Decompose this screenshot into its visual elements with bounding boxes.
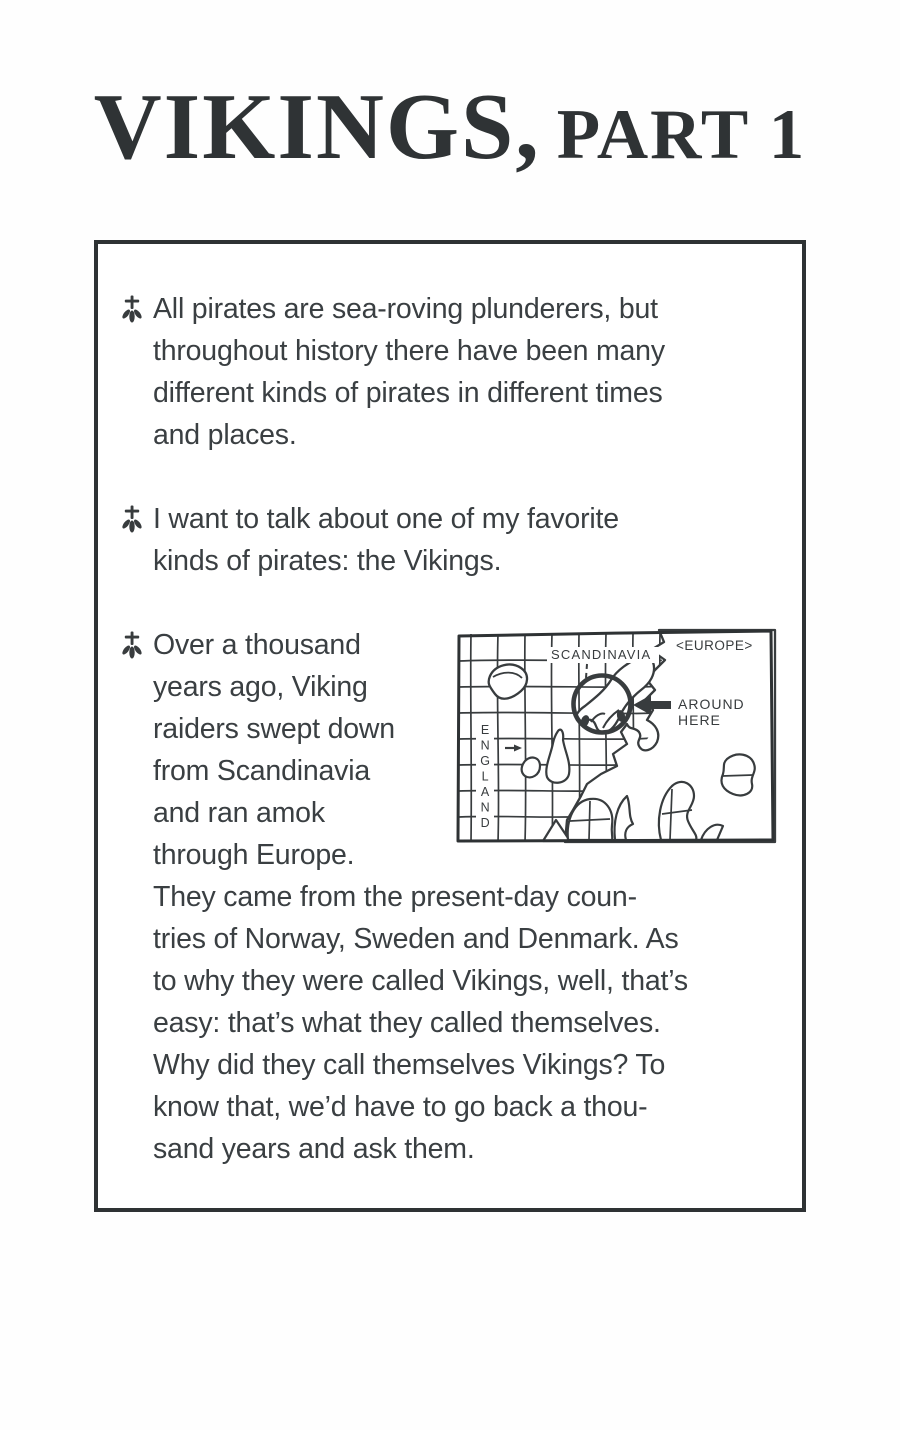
text-line: to why they were called Vikings, well, that’s [153, 965, 688, 997]
svg-text:N: N [480, 800, 490, 815]
british-isles-shapes [522, 730, 570, 783]
cross-fleury-bullet-icon [119, 294, 145, 456]
content-box [94, 240, 806, 1212]
label-leader-line [586, 664, 587, 678]
text-line: and ran amok [153, 797, 325, 829]
text-line: Why did they call themselves Vikings? To [153, 1049, 666, 1081]
svg-text:G: G [480, 754, 490, 768]
text-line: from Scandinavia [153, 755, 370, 787]
map-label-scandinavia: SCANDINAVIA [551, 647, 652, 662]
map-label-around-here-line1: AROUND [678, 696, 745, 712]
text-line: throughout history there have been many [153, 335, 665, 367]
map-label-europe: <EUROPE> [676, 638, 753, 653]
text-line: know that, we’d have to go back a thou- [153, 1091, 648, 1123]
cross-fleury-bullet-icon [119, 504, 145, 582]
svg-text:N: N [480, 738, 490, 753]
bullet-item [119, 624, 778, 1170]
title-part: PART 1 [556, 96, 807, 174]
text-line: sand years and ask them. [153, 1133, 475, 1165]
bullet-text [153, 288, 665, 456]
svg-text:E: E [480, 723, 490, 737]
europe-map-illustration [455, 628, 777, 858]
cross-fleury-bullet-icon [119, 630, 145, 1170]
text-line: kinds of pirates: the Vikings. [153, 545, 502, 577]
text-line: Over a thousand [153, 629, 361, 661]
text-line: They came from the present-day coun- [153, 881, 637, 913]
svg-text:A: A [480, 785, 490, 799]
text-line: tries of Norway, Sweden and Denmark. As [153, 923, 679, 955]
iceland-shape [489, 665, 527, 699]
text-line: raiders swept down [153, 713, 395, 745]
text-line: and places. [153, 419, 297, 451]
map-label-around-here-line2: HERE [678, 712, 721, 728]
wrapped-text-column [153, 624, 455, 876]
page-title [0, 75, 900, 179]
svg-text:D: D [480, 816, 490, 830]
text-line: All pirates are sea-roving plunderers, but [153, 293, 658, 325]
bullet-text [153, 498, 619, 582]
title-main: VIKINGS, [93, 75, 541, 179]
text-line: I want to talk about one of my favorite [153, 503, 619, 535]
text-line: different kinds of pirates in different times [153, 377, 663, 409]
bullet-text [153, 624, 777, 1170]
bullet-item [119, 498, 778, 582]
text-line: easy: that’s what they called themselves. [153, 1007, 661, 1039]
text-line: through Europe. [153, 839, 355, 871]
england-arrow-icon [505, 745, 522, 752]
bullet-item [119, 288, 778, 456]
text-line: years ago, Viking [153, 671, 368, 703]
svg-text:L: L [481, 769, 489, 784]
